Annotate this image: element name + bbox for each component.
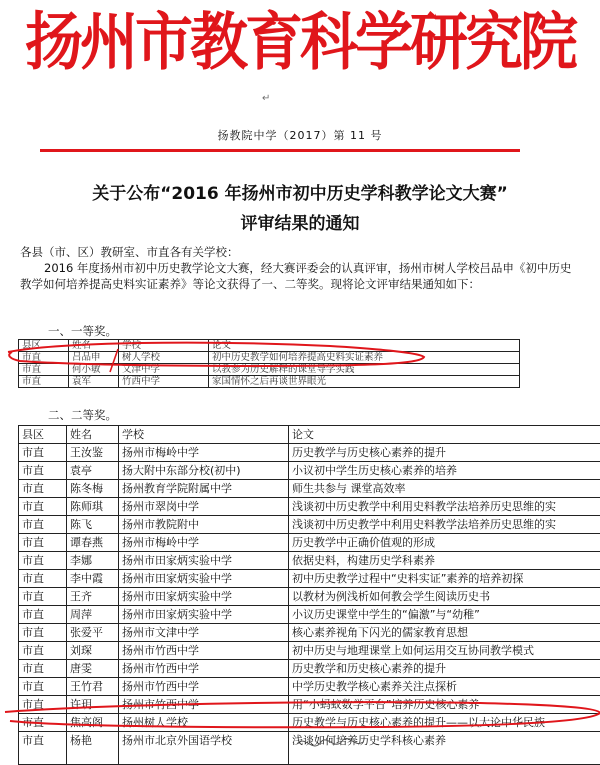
table-cell: 扬州教育学院附属中学 bbox=[119, 480, 289, 498]
table-row bbox=[19, 570, 600, 588]
first-prize-heading: 一、一等奖。 bbox=[48, 323, 117, 339]
table-cell: 市直 bbox=[19, 352, 69, 364]
table-cell: 用“小蚂蚁数学平台”培养历史核心素养 bbox=[289, 696, 600, 714]
table-cell: 扬州市北京外国语学校 bbox=[119, 732, 289, 765]
table-cell: 初中历史与地理课堂上如何运用交互协同教学模式 bbox=[289, 642, 600, 660]
table-cell: 市直 bbox=[19, 696, 67, 714]
first-prize-table bbox=[18, 339, 520, 388]
table-cell: 陈飞 bbox=[67, 516, 119, 534]
table-cell: 市直 bbox=[19, 498, 67, 516]
table-cell: 初中历史教学过程中“史料实证”素养的培养初探 bbox=[289, 570, 600, 588]
table-header-row bbox=[19, 340, 520, 352]
table-cell: 谭春燕 bbox=[67, 534, 119, 552]
table-cell: 市直 bbox=[19, 480, 67, 498]
table-cell: 家国情怀之后再谈世界眼光 bbox=[209, 376, 520, 388]
table-cell: 浅谈初中历史教学中利用史料教学法培养历史思维的实 bbox=[289, 498, 600, 516]
table-row bbox=[19, 660, 600, 678]
table-row bbox=[19, 696, 600, 714]
red-divider-line bbox=[40, 149, 520, 152]
table-cell: 陈冬梅 bbox=[67, 480, 119, 498]
table-cell: 市直 bbox=[19, 570, 67, 588]
table-cell: 扬大附中东部分校(初中) bbox=[119, 462, 289, 480]
column-header: 县区 bbox=[19, 426, 67, 444]
second-prize-table bbox=[18, 425, 600, 765]
table-cell: 袁亭 bbox=[67, 462, 119, 480]
table-row bbox=[19, 624, 600, 642]
table-row bbox=[19, 642, 600, 660]
table-cell: 历史教学和历史核心素养的提升 bbox=[289, 660, 600, 678]
table-cell: 唐雯 bbox=[67, 660, 119, 678]
table-cell: 王汝鉴 bbox=[67, 444, 119, 462]
pen-scribble bbox=[295, 730, 365, 758]
table-cell: 扬州树人学校 bbox=[119, 714, 289, 732]
table-cell: 杨艳 bbox=[67, 732, 119, 765]
table-cell: 竹西中学 bbox=[119, 376, 209, 388]
table-cell: 历史教学与历史核心素养的提升——以大论中华民族 bbox=[289, 714, 600, 732]
notice-body bbox=[20, 244, 580, 292]
notice-title-line1: 关于公布“2016 年扬州市初中历史学科教学论文大赛” bbox=[0, 179, 600, 204]
table-cell: 袁军 bbox=[69, 376, 119, 388]
table-cell: 市直 bbox=[19, 714, 67, 732]
table-cell: 浅谈初中历史教学中利用史料教学法培养历史思维的实 bbox=[289, 516, 600, 534]
table-row bbox=[19, 480, 600, 498]
return-mark-icon: ↵ bbox=[262, 93, 270, 104]
table-row bbox=[19, 352, 520, 364]
table-cell: 陈师琪 bbox=[67, 498, 119, 516]
intro-paragraph: 2016 年度扬州市初中历史教学论文大赛，经大赛评委会的认真评审，扬州市树人学校吕品申《初中历史教学如何培养提高史料实证素养》等论文获得了一、二等奖。现将论文评审结果通知如下： bbox=[20, 260, 580, 292]
table-cell: 扬州市田家炳实验中学 bbox=[119, 570, 289, 588]
table-cell: 市直 bbox=[19, 660, 67, 678]
table-cell: 市直 bbox=[19, 534, 67, 552]
table-cell: 吕品申 bbox=[69, 352, 119, 364]
table-row bbox=[19, 606, 600, 624]
table-cell: 依据史料，构建历史学科素养 bbox=[289, 552, 600, 570]
table-row bbox=[19, 444, 600, 462]
table-cell: 初中历史教学如何培养提高史料实证素养 bbox=[209, 352, 520, 364]
table-cell: 文津中学 bbox=[119, 364, 209, 376]
table-cell: 扬州市田家炳实验中学 bbox=[119, 606, 289, 624]
table-cell: 市直 bbox=[19, 444, 67, 462]
table-cell: 扬州市竹西中学 bbox=[119, 696, 289, 714]
table-cell: 市直 bbox=[19, 588, 67, 606]
column-header: 姓名 bbox=[69, 340, 119, 352]
column-header: 姓名 bbox=[67, 426, 119, 444]
table-cell: 王竹君 bbox=[67, 678, 119, 696]
table-row bbox=[19, 588, 600, 606]
table-cell: 树人学校 bbox=[119, 352, 209, 364]
column-header: 县区 bbox=[19, 340, 69, 352]
table-cell: 浅谈如何培养历史学科核心素养 bbox=[289, 732, 600, 765]
institution-masthead: 扬州市教育科学研究院 bbox=[0, 0, 600, 85]
table-row bbox=[19, 552, 600, 570]
table-cell: 扬州市竹西中学 bbox=[119, 660, 289, 678]
column-header: 学校 bbox=[119, 426, 289, 444]
table-cell: 小议历史课堂中学生的“偏激”与“幼稚” bbox=[289, 606, 600, 624]
table-cell: 李娜 bbox=[67, 552, 119, 570]
document-number: 扬教院中学（2017）第 11 号 bbox=[0, 127, 600, 143]
table-row bbox=[19, 534, 600, 552]
table-cell: 周萍 bbox=[67, 606, 119, 624]
table-cell: 以教材为例浅析如何教会学生阅读历史书 bbox=[289, 588, 600, 606]
column-header: 论文 bbox=[209, 340, 520, 352]
second-prize-heading: 二、二等奖。 bbox=[48, 407, 117, 423]
table-cell: 以教参为历史解释的课堂导学实践 bbox=[209, 364, 520, 376]
salutation: 各县（市、区）教研室、市直各有关学校： bbox=[20, 244, 580, 260]
table-cell: 刘琛 bbox=[67, 642, 119, 660]
table-row bbox=[19, 516, 600, 534]
table-cell: 扬州市田家炳实验中学 bbox=[119, 588, 289, 606]
table-header-row bbox=[19, 426, 600, 444]
notice-title-line2: 评审结果的通知 bbox=[0, 209, 600, 234]
table-cell: 核心素养视角下闪光的儒家教育思想 bbox=[289, 624, 600, 642]
table-cell: 何小敏 bbox=[69, 364, 119, 376]
table-cell: 市直 bbox=[19, 606, 67, 624]
column-header: 论文 bbox=[289, 426, 600, 444]
table-cell: 市直 bbox=[19, 552, 67, 570]
table-cell: 市直 bbox=[19, 376, 69, 388]
table-cell: 中学历史教学核心素养关注点探析 bbox=[289, 678, 600, 696]
table-cell: 历史教学与历史核心素养的提升 bbox=[289, 444, 600, 462]
table-cell: 李中霞 bbox=[67, 570, 119, 588]
table-cell: 市直 bbox=[19, 462, 67, 480]
table-cell: 扬州市梅岭中学 bbox=[119, 444, 289, 462]
table-cell: 师生共参与 课堂高效率 bbox=[289, 480, 600, 498]
table-cell: 小议初中学生历史核心素养的培养 bbox=[289, 462, 600, 480]
table-cell: 市直 bbox=[19, 516, 67, 534]
table-cell: 王齐 bbox=[67, 588, 119, 606]
table-cell: 扬州市田家炳实验中学 bbox=[119, 552, 289, 570]
table-cell: 张爱平 bbox=[67, 624, 119, 642]
table-row bbox=[19, 376, 520, 388]
table-cell: 扬州市梅岭中学 bbox=[119, 534, 289, 552]
table-cell: 扬州市文津中学 bbox=[119, 624, 289, 642]
table-cell: 焦高阁 bbox=[67, 714, 119, 732]
table-cell: 市直 bbox=[19, 624, 67, 642]
table-cell: 扬州市教院附中 bbox=[119, 516, 289, 534]
table-cell: 扬州市翠岗中学 bbox=[119, 498, 289, 516]
column-header: 学校 bbox=[119, 340, 209, 352]
table-cell: 市直 bbox=[19, 364, 69, 376]
table-cell: 市直 bbox=[19, 678, 67, 696]
table-row bbox=[19, 678, 600, 696]
table-cell: 历史教学中正确价值观的形成 bbox=[289, 534, 600, 552]
table-row bbox=[19, 498, 600, 516]
table-cell: 扬州市竹西中学 bbox=[119, 678, 289, 696]
table-cell: 市直 bbox=[19, 732, 67, 765]
table-cell: 许玥 bbox=[67, 696, 119, 714]
table-cell: 市直 bbox=[19, 642, 67, 660]
table-row bbox=[19, 714, 600, 732]
table-row bbox=[19, 462, 600, 480]
table-row bbox=[19, 364, 520, 376]
table-cell: 扬州市竹西中学 bbox=[119, 642, 289, 660]
